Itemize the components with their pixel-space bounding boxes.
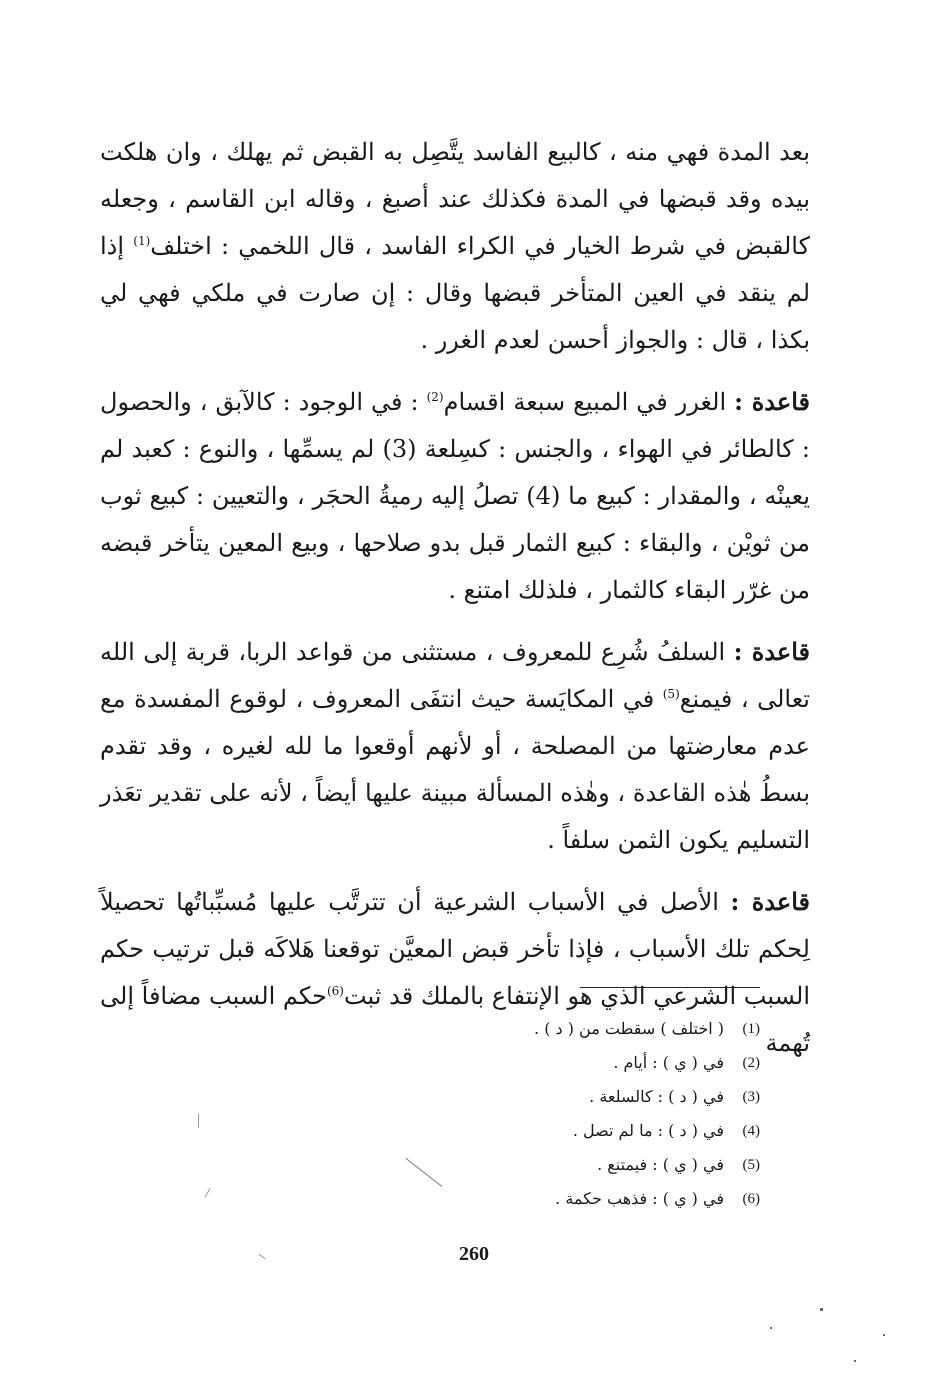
paragraph-3 (100, 628, 810, 864)
footnote-marker: (6) (326, 984, 344, 998)
scan-speck (198, 1114, 199, 1128)
scan-speck (770, 1327, 772, 1329)
paragraph-text-continued: حكم السبب مضافاً إلى تُهمة (100, 982, 810, 1057)
footnote (440, 1182, 760, 1216)
paragraph-text: بعد المدة فهي منه ، كالبيع الفاسد يتَّصِل به القبض ثم يهلك ، وان هلكت بيده وقد قبضها في المدة فكذلك عند أصبغ ، وقاله ابن القاسم ، وجعله كالقبض في شرط الخيار في الكراء الفاسد ، قال اللخمي : اختلف (100, 138, 811, 260)
paragraph-2 (100, 378, 810, 614)
paragraph-1 (100, 128, 810, 364)
footnote-marker: (1) (133, 234, 151, 248)
footnote-number: (2) (742, 1055, 760, 1071)
scan-speck (820, 1308, 823, 1311)
paragraph-text-continued: في المكايَسة حيث انتفَى المعروف ، لوقوع المفسدة مع عدم معارضتها من المصلحة ، أو لأنهم أوقعوا ما لله لغيره ، وقد تقدم بسطُ هٰذه القاعدة ، وهٰذه المسألة مبينة عليها أيضاً ، لأنه على تقدير تعَذر التسليم يكون الثمن سلفاً . (100, 685, 810, 854)
footnotes (440, 1012, 760, 1216)
footnote (440, 1046, 760, 1080)
footnote-text: في ( د ) : كالسلعة . (589, 1087, 724, 1106)
paragraph-text: السلفُ شُرِع للمعروف ، مستثنى من قواعد الربا، قربة إلى الله تعالى ، فيمنع (100, 638, 810, 713)
footnote (440, 1012, 760, 1046)
scan-speck (406, 1158, 443, 1187)
paragraph-text-continued: إذا لم ينقد في العين المتأخر قبضها وقال : إن صارت في ملكي فهي لي بكذا ، قال : والجواز أحسن لعدم الغرر . (100, 232, 811, 354)
footnote-text: في ( ي ) : فذهب حكمة . (555, 1189, 724, 1208)
scan-speck (854, 1360, 856, 1362)
footnote-divider (580, 987, 760, 988)
footnote-text: ( اختلف ) سقطت من ( د ) . (534, 1019, 724, 1038)
footnote-number: (4) (742, 1123, 760, 1139)
rule-label: قاعدة : (734, 387, 810, 416)
paragraph-text: الغرر في المبيع سبعة اقسام (443, 388, 735, 416)
footnote-marker: (2) (426, 390, 444, 404)
main-text (100, 128, 810, 1067)
footnote-marker: (5) (662, 687, 680, 701)
footnote-text: في ( ي ) : فيمتنع . (597, 1155, 724, 1174)
footnote (440, 1148, 760, 1182)
footnote (440, 1080, 760, 1114)
footnote-number: (6) (742, 1191, 760, 1207)
footnote-text: في ( د ) : ما لم تصل . (572, 1121, 724, 1140)
rule-label: قاعدة : (733, 637, 810, 666)
footnote-text: في ( ي ) : أيام . (613, 1053, 724, 1072)
rule-label: قاعدة : (730, 887, 810, 916)
paragraph-text: الأصل في الأسباب الشرعية أن تترتَّب عليها مُسبِّباتُها تحصيلاً لِحكم تلك الأسباب ، فإذا تأخر قبض المعيَّن توقعنا هَلاكَه قبل ترتيب حكم السبب الشرعي الذي هو الإنتفاع بالملك قد ثبت (100, 888, 811, 1010)
footnote (440, 1114, 760, 1148)
footnote-number: (3) (742, 1089, 760, 1105)
page-number: 260 (459, 1243, 489, 1265)
paragraph-text-continued: : في الوجود : كالآبق ، والحصول : كالطائر في الهواء ، والجنس : كسِلعة (3) لم يسمِّها ، والنوع : كعبد لم يعينْه ، والمقدار : كبيع ما (4) تصلُ إليه رميةُ الحجَر ، والتعيين : كبيع ثوب من ثويْن ، والبقاء : كبيع الثمار قبل بدو صلاحها ، وبيع المعين يتأخر قبضه من غرّر البقاء كالثمار ، فلذلك امتنع . (100, 388, 811, 604)
scan-speck (205, 1188, 211, 1197)
scan-speck (883, 1334, 885, 1336)
footnote-number: (1) (742, 1021, 760, 1037)
footnote-number: (5) (742, 1157, 760, 1173)
